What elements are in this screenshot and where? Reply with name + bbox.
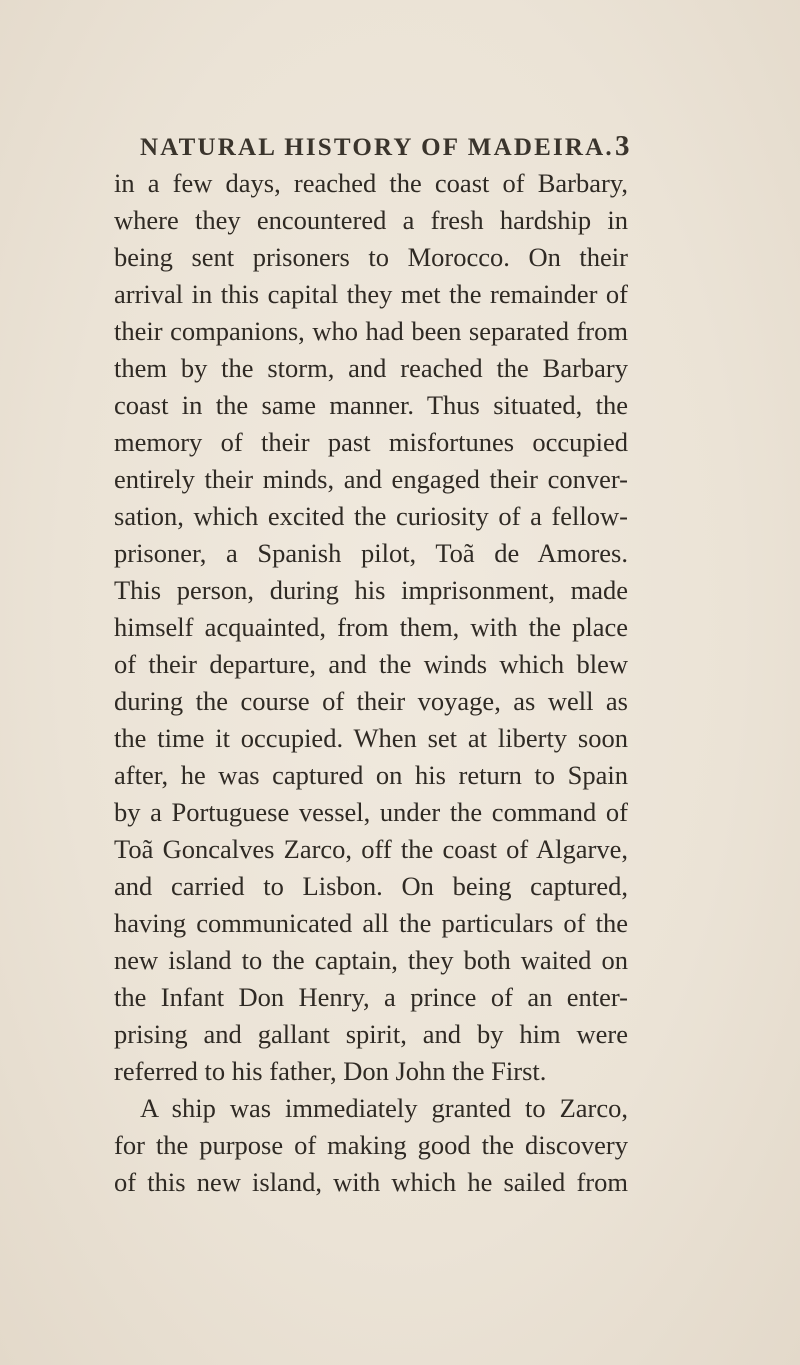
text-line: prising and gallant spirit, and by him were (114, 1019, 628, 1049)
text-line: Toã Goncalves Zarco, off the coast of Algarve, (114, 834, 628, 864)
text-line: This person, during his imprisonment, made (114, 575, 628, 605)
text-line: new island to the captain, they both waited on (114, 945, 628, 975)
running-title: NATURAL HISTORY OF MADEIRA. (140, 134, 614, 161)
text-line: in a few days, reached the coast of Barbary, (114, 168, 628, 198)
text-line: where they encountered a fresh hardship in (114, 205, 628, 235)
page-number: 3 (615, 130, 630, 162)
text-line: and carried to Lisbon. On being captured, (114, 871, 628, 901)
text-line: sation, which excited the curiosity of a fellow- (114, 501, 628, 531)
text-line: coast in the same manner. Thus situated, the (114, 390, 628, 420)
body-text (114, 165, 628, 1201)
text-line: their companions, who had been separated from (114, 316, 628, 346)
text-line: prisoner, a Spanish pilot, Toã de Amores. (114, 538, 628, 568)
text-line: the time it occupied. When set at liberty soon (114, 723, 628, 753)
text-line: of their departure, and the winds which blew (114, 649, 628, 679)
text-line: during the course of their voyage, as well as (114, 686, 628, 716)
paragraph-first-line: A ship was immediately granted to Zarco, (140, 1093, 628, 1123)
text-line: them by the storm, and reached the Barbary (114, 353, 628, 383)
text-line: of this new island, with which he sailed from (114, 1167, 628, 1197)
text-line: having communicated all the particulars of the (114, 908, 628, 938)
text-line: memory of their past misfortunes occupied (114, 427, 628, 457)
text-line: by a Portuguese vessel, under the command of (114, 797, 628, 827)
text-line: arrival in this capital they met the remainder of (114, 279, 628, 309)
text-line: referred to his father, Don John the First. (114, 1056, 547, 1086)
text-line: the Infant Don Henry, a prince of an enter- (114, 982, 628, 1012)
text-line: for the purpose of making good the discovery (114, 1130, 628, 1160)
text-line: after, he was captured on his return to Spain (114, 760, 628, 790)
text-line: being sent prisoners to Morocco. On their (114, 242, 628, 272)
text-line: entirely their minds, and engaged their conver- (114, 464, 628, 494)
text-line: himself acquainted, from them, with the place (114, 612, 628, 642)
running-head (0, 130, 800, 164)
